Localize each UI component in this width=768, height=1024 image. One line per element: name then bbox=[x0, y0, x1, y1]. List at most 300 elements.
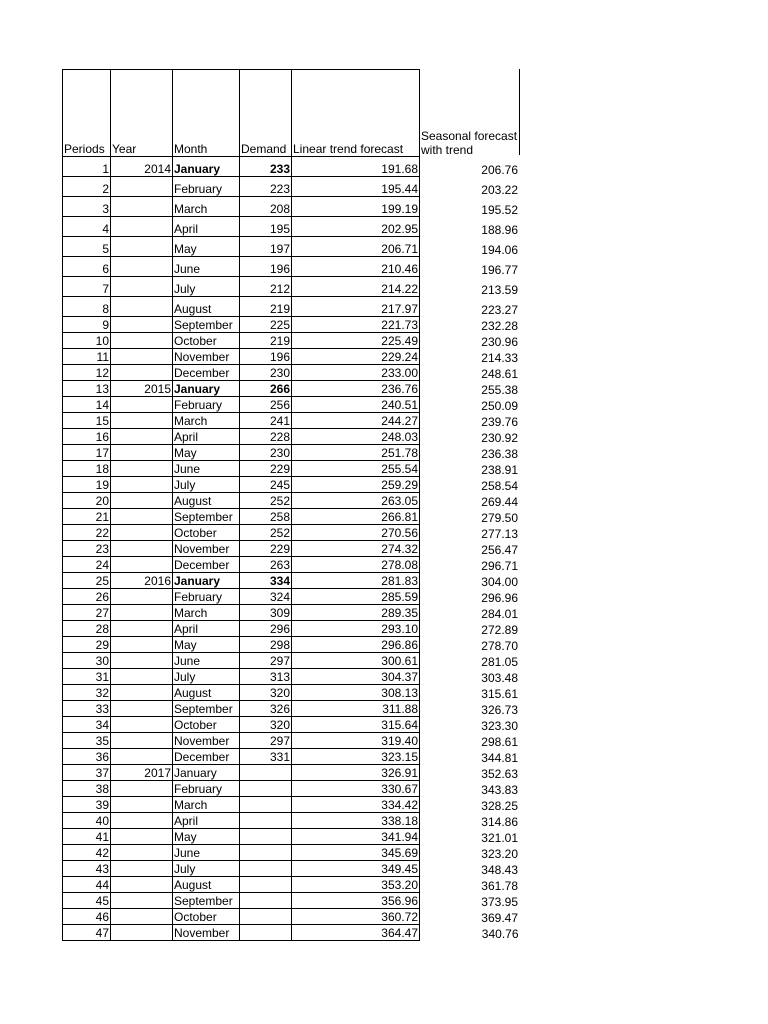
cell-period: 4 bbox=[63, 217, 111, 237]
cell-year bbox=[111, 589, 173, 605]
cell-demand bbox=[240, 813, 292, 829]
cell-period: 3 bbox=[63, 197, 111, 217]
table-row bbox=[63, 621, 520, 637]
cell-period: 35 bbox=[63, 733, 111, 749]
cell-month: September bbox=[173, 701, 240, 717]
spreadsheet bbox=[62, 69, 520, 941]
cell-seasonal-forecast: 373.95 bbox=[481, 894, 518, 909]
table-row bbox=[63, 893, 520, 909]
table-row bbox=[63, 157, 520, 177]
cell-seasonal-forecast: 213.59 bbox=[481, 282, 518, 297]
cell-period: 26 bbox=[63, 589, 111, 605]
cell-period: 24 bbox=[63, 557, 111, 573]
cell-seasonal-forecast: 255.38 bbox=[481, 382, 518, 397]
cell-year bbox=[111, 925, 173, 941]
cell-month: August bbox=[173, 297, 240, 317]
cell-linear-forecast: 311.88 bbox=[292, 701, 420, 717]
cell-demand: 309 bbox=[240, 605, 292, 621]
cell-linear-forecast: 236.76 bbox=[292, 381, 420, 397]
cell-month: August bbox=[173, 685, 240, 701]
cell-linear-forecast: 202.95 bbox=[292, 217, 420, 237]
cell-linear-forecast: 251.78 bbox=[292, 445, 420, 461]
cell-period: 10 bbox=[63, 333, 111, 349]
cell-seasonal-forecast: 236.38 bbox=[481, 446, 518, 461]
cell-month: February bbox=[173, 781, 240, 797]
cell-month: March bbox=[173, 197, 240, 217]
cell-month: June bbox=[173, 845, 240, 861]
cell-seasonal-forecast: 361.78 bbox=[481, 878, 518, 893]
cell-month: January bbox=[173, 765, 240, 781]
cell-seasonal-forecast: 340.76 bbox=[481, 926, 519, 941]
table-row bbox=[63, 297, 520, 317]
table-row bbox=[63, 413, 520, 429]
cell-month: February bbox=[173, 397, 240, 413]
cell-period: 17 bbox=[63, 445, 111, 461]
cell-demand bbox=[240, 797, 292, 813]
cell-period: 28 bbox=[63, 621, 111, 637]
cell-year bbox=[111, 893, 173, 909]
cell-seasonal-forecast: 258.54 bbox=[481, 478, 518, 493]
cell-year bbox=[111, 813, 173, 829]
cell-period: 27 bbox=[63, 605, 111, 621]
table-row bbox=[63, 909, 520, 925]
table-row bbox=[63, 317, 520, 333]
cell-period: 31 bbox=[63, 669, 111, 685]
cell-demand: 229 bbox=[240, 461, 292, 477]
cell-seasonal-forecast: 284.01 bbox=[481, 606, 518, 621]
cell-month: March bbox=[173, 797, 240, 813]
table-row bbox=[63, 669, 520, 685]
cell-demand: 313 bbox=[240, 669, 292, 685]
cell-month: February bbox=[173, 177, 240, 197]
cell-month: April bbox=[173, 429, 240, 445]
cell-month: June bbox=[173, 257, 240, 277]
cell-year bbox=[111, 781, 173, 797]
cell-demand bbox=[240, 829, 292, 845]
cell-demand: 230 bbox=[240, 445, 292, 461]
cell-year bbox=[111, 461, 173, 477]
table-row bbox=[63, 637, 520, 653]
header-row bbox=[63, 70, 520, 157]
header-demand: Demand bbox=[240, 70, 292, 157]
cell-linear-forecast: 278.08 bbox=[292, 557, 420, 573]
cell-year bbox=[111, 637, 173, 653]
cell-demand: 326 bbox=[240, 701, 292, 717]
cell-demand: 258 bbox=[240, 509, 292, 525]
cell-year bbox=[111, 557, 173, 573]
table-row bbox=[63, 197, 520, 217]
cell-period: 18 bbox=[63, 461, 111, 477]
cell-month: November bbox=[173, 349, 240, 365]
cell-year bbox=[111, 349, 173, 365]
cell-demand: 331 bbox=[240, 749, 292, 765]
cell-linear-forecast: 214.22 bbox=[292, 277, 420, 297]
cell-seasonal-forecast: 206.76 bbox=[481, 162, 518, 177]
cell-year bbox=[111, 217, 173, 237]
cell-month: April bbox=[173, 813, 240, 829]
table-body bbox=[63, 157, 520, 941]
cell-year bbox=[111, 653, 173, 669]
cell-month: January bbox=[173, 381, 240, 397]
cell-year bbox=[111, 445, 173, 461]
cell-month: June bbox=[173, 461, 240, 477]
cell-month: May bbox=[173, 829, 240, 845]
cell-period: 21 bbox=[63, 509, 111, 525]
cell-period: 46 bbox=[63, 909, 111, 925]
cell-linear-forecast: 315.64 bbox=[292, 717, 420, 733]
cell-year bbox=[111, 177, 173, 197]
cell-period: 38 bbox=[63, 781, 111, 797]
cell-seasonal-forecast: 281.05 bbox=[481, 654, 518, 669]
cell-period: 39 bbox=[63, 797, 111, 813]
cell-linear-forecast: 330.67 bbox=[292, 781, 420, 797]
table-row bbox=[63, 685, 520, 701]
cell-year bbox=[111, 333, 173, 349]
cell-demand: 263 bbox=[240, 557, 292, 573]
cell-demand: 196 bbox=[240, 257, 292, 277]
cell-month: October bbox=[173, 909, 240, 925]
cell-linear-forecast: 308.13 bbox=[292, 685, 420, 701]
cell-linear-forecast: 210.46 bbox=[292, 257, 420, 277]
cell-seasonal-forecast: 188.96 bbox=[481, 222, 518, 237]
cell-period: 32 bbox=[63, 685, 111, 701]
cell-year bbox=[111, 797, 173, 813]
cell-period: 12 bbox=[63, 365, 111, 381]
cell-demand: 219 bbox=[240, 333, 292, 349]
cell-linear-forecast: 225.49 bbox=[292, 333, 420, 349]
cell-linear-forecast: 221.73 bbox=[292, 317, 420, 333]
table-row bbox=[63, 701, 520, 717]
cell-demand: 212 bbox=[240, 277, 292, 297]
cell-demand: 320 bbox=[240, 717, 292, 733]
cell-period: 25 bbox=[63, 573, 111, 589]
cell-linear-forecast: 356.96 bbox=[292, 893, 420, 909]
cell-month: November bbox=[173, 541, 240, 557]
cell-month: September bbox=[173, 509, 240, 525]
cell-period: 34 bbox=[63, 717, 111, 733]
cell-period: 19 bbox=[63, 477, 111, 493]
cell-year bbox=[111, 733, 173, 749]
header-linear-trend-forecast: Linear trend forecast bbox=[292, 70, 420, 157]
table-row bbox=[63, 381, 520, 397]
cell-linear-forecast: 274.32 bbox=[292, 541, 420, 557]
cell-month: September bbox=[173, 317, 240, 333]
cell-demand: 229 bbox=[240, 541, 292, 557]
cell-linear-forecast: 334.42 bbox=[292, 797, 420, 813]
cell-linear-forecast: 296.86 bbox=[292, 637, 420, 653]
header-seasonal-forecast: Seasonal forecast with trend bbox=[421, 128, 518, 157]
cell-linear-forecast: 304.37 bbox=[292, 669, 420, 685]
table-row bbox=[63, 365, 520, 381]
table-row bbox=[63, 653, 520, 669]
cell-year bbox=[111, 845, 173, 861]
cell-year bbox=[111, 197, 173, 217]
forecast-table bbox=[62, 69, 520, 941]
cell-seasonal-forecast: 323.30 bbox=[481, 718, 518, 733]
cell-year bbox=[111, 257, 173, 277]
cell-demand: 197 bbox=[240, 237, 292, 257]
table-row bbox=[63, 925, 520, 941]
cell-year: 2014 bbox=[111, 157, 173, 177]
cell-month: January bbox=[173, 573, 240, 589]
cell-period: 11 bbox=[63, 349, 111, 365]
cell-month: September bbox=[173, 893, 240, 909]
cell-year bbox=[111, 297, 173, 317]
cell-demand: 324 bbox=[240, 589, 292, 605]
cell-period: 7 bbox=[63, 277, 111, 297]
cell-period: 1 bbox=[63, 157, 111, 177]
header-periods: Periods bbox=[63, 70, 111, 157]
table-row bbox=[63, 781, 520, 797]
cell-year bbox=[111, 317, 173, 333]
cell-month: July bbox=[173, 861, 240, 877]
cell-linear-forecast: 244.27 bbox=[292, 413, 420, 429]
cell-period: 2 bbox=[63, 177, 111, 197]
cell-period: 43 bbox=[63, 861, 111, 877]
cell-year bbox=[111, 909, 173, 925]
cell-period: 13 bbox=[63, 381, 111, 397]
cell-seasonal-forecast: 296.96 bbox=[481, 590, 518, 605]
table-row bbox=[63, 813, 520, 829]
table-row bbox=[63, 493, 520, 509]
cell-seasonal-forecast: 269.44 bbox=[481, 494, 518, 509]
cell-linear-forecast: 289.35 bbox=[292, 605, 420, 621]
cell-seasonal-forecast: 323.20 bbox=[481, 846, 518, 861]
cell-year bbox=[111, 701, 173, 717]
cell-demand: 252 bbox=[240, 525, 292, 541]
cell-demand: 230 bbox=[240, 365, 292, 381]
cell-demand: 297 bbox=[240, 653, 292, 669]
cell-seasonal-forecast: 250.09 bbox=[481, 398, 518, 413]
cell-period: 16 bbox=[63, 429, 111, 445]
cell-linear-forecast: 326.91 bbox=[292, 765, 420, 781]
cell-demand bbox=[240, 909, 292, 925]
cell-demand: 245 bbox=[240, 477, 292, 493]
cell-year bbox=[111, 605, 173, 621]
table-row bbox=[63, 397, 520, 413]
cell-month: March bbox=[173, 605, 240, 621]
cell-month: October bbox=[173, 525, 240, 541]
table-row bbox=[63, 829, 520, 845]
cell-period: 30 bbox=[63, 653, 111, 669]
table-row bbox=[63, 717, 520, 733]
cell-year bbox=[111, 541, 173, 557]
table-row bbox=[63, 445, 520, 461]
cell-demand: 196 bbox=[240, 349, 292, 365]
cell-year: 2017 bbox=[111, 765, 173, 781]
cell-demand: 296 bbox=[240, 621, 292, 637]
cell-month: June bbox=[173, 653, 240, 669]
table-row bbox=[63, 349, 520, 365]
cell-year bbox=[111, 829, 173, 845]
cell-seasonal-forecast: 256.47 bbox=[481, 542, 518, 557]
table-row bbox=[63, 525, 520, 541]
cell-linear-forecast: 281.83 bbox=[292, 573, 420, 589]
cell-demand: 219 bbox=[240, 297, 292, 317]
cell-demand bbox=[240, 861, 292, 877]
cell-month: November bbox=[173, 733, 240, 749]
cell-month: October bbox=[173, 717, 240, 733]
cell-period: 6 bbox=[63, 257, 111, 277]
table-row bbox=[63, 861, 520, 877]
cell-month: December bbox=[173, 749, 240, 765]
cell-linear-forecast: 349.45 bbox=[292, 861, 420, 877]
cell-seasonal-forecast: 277.13 bbox=[481, 526, 518, 541]
cell-year bbox=[111, 413, 173, 429]
cell-month: April bbox=[173, 621, 240, 637]
cell-linear-forecast: 229.24 bbox=[292, 349, 420, 365]
cell-year: 2016 bbox=[111, 573, 173, 589]
header-month: Month bbox=[173, 70, 240, 157]
table-row bbox=[63, 589, 520, 605]
cell-linear-forecast: 319.40 bbox=[292, 733, 420, 749]
cell-demand: 297 bbox=[240, 733, 292, 749]
cell-year bbox=[111, 277, 173, 297]
cell-seasonal-forecast: 272.89 bbox=[481, 622, 518, 637]
cell-seasonal-forecast: 230.92 bbox=[481, 430, 518, 445]
cell-year bbox=[111, 493, 173, 509]
cell-month: February bbox=[173, 589, 240, 605]
table-row bbox=[63, 461, 520, 477]
cell-seasonal-forecast: 352.63 bbox=[481, 766, 518, 781]
table-row bbox=[63, 237, 520, 257]
cell-seasonal-forecast: 230.96 bbox=[481, 334, 518, 349]
cell-demand: 334 bbox=[240, 573, 292, 589]
cell-period: 37 bbox=[63, 765, 111, 781]
cell-month: August bbox=[173, 877, 240, 893]
table-row bbox=[63, 509, 520, 525]
cell-linear-forecast: 240.51 bbox=[292, 397, 420, 413]
cell-linear-forecast: 338.18 bbox=[292, 813, 420, 829]
cell-seasonal-forecast: 348.43 bbox=[481, 862, 518, 877]
cell-demand: 225 bbox=[240, 317, 292, 333]
cell-year bbox=[111, 861, 173, 877]
cell-period: 5 bbox=[63, 237, 111, 257]
cell-seasonal-forecast: 194.06 bbox=[481, 242, 518, 257]
cell-month: December bbox=[173, 557, 240, 573]
cell-seasonal-forecast: 248.61 bbox=[481, 366, 518, 381]
table-row bbox=[63, 733, 520, 749]
cell-demand: 241 bbox=[240, 413, 292, 429]
table-row bbox=[63, 573, 520, 589]
cell-seasonal-forecast: 314.86 bbox=[481, 814, 518, 829]
cell-year bbox=[111, 237, 173, 257]
cell-linear-forecast: 293.10 bbox=[292, 621, 420, 637]
cell-period: 15 bbox=[63, 413, 111, 429]
cell-seasonal-forecast: 223.27 bbox=[481, 302, 518, 317]
cell-seasonal-forecast: 279.50 bbox=[481, 510, 518, 525]
cell-linear-forecast: 266.81 bbox=[292, 509, 420, 525]
table-row bbox=[63, 765, 520, 781]
cell-demand: 298 bbox=[240, 637, 292, 653]
cell-seasonal-forecast: 196.77 bbox=[481, 262, 518, 277]
cell-month: August bbox=[173, 493, 240, 509]
cell-seasonal-forecast: 296.71 bbox=[481, 558, 518, 573]
cell-seasonal-forecast: 239.76 bbox=[481, 414, 518, 429]
cell-demand: 252 bbox=[240, 493, 292, 509]
cell-demand: 256 bbox=[240, 397, 292, 413]
cell-period: 8 bbox=[63, 297, 111, 317]
cell-year bbox=[111, 877, 173, 893]
cell-linear-forecast: 285.59 bbox=[292, 589, 420, 605]
cell-month: November bbox=[173, 925, 240, 941]
cell-seasonal-forecast: 232.28 bbox=[481, 318, 518, 333]
cell-month: April bbox=[173, 217, 240, 237]
table-row bbox=[63, 217, 520, 237]
cell-month: May bbox=[173, 637, 240, 653]
cell-linear-forecast: 195.44 bbox=[292, 177, 420, 197]
cell-demand: 266 bbox=[240, 381, 292, 397]
table-row bbox=[63, 557, 520, 573]
cell-demand: 195 bbox=[240, 217, 292, 237]
cell-month: December bbox=[173, 365, 240, 381]
cell-demand: 223 bbox=[240, 177, 292, 197]
cell-demand: 208 bbox=[240, 197, 292, 217]
cell-linear-forecast: 206.71 bbox=[292, 237, 420, 257]
cell-year bbox=[111, 685, 173, 701]
cell-demand bbox=[240, 877, 292, 893]
cell-seasonal-forecast: 328.25 bbox=[481, 798, 518, 813]
cell-linear-forecast: 353.20 bbox=[292, 877, 420, 893]
header-year: Year bbox=[111, 70, 173, 157]
cell-year bbox=[111, 621, 173, 637]
cell-seasonal-forecast: 278.70 bbox=[481, 638, 518, 653]
cell-linear-forecast: 300.61 bbox=[292, 653, 420, 669]
cell-linear-forecast: 217.97 bbox=[292, 297, 420, 317]
cell-seasonal-forecast: 344.81 bbox=[481, 750, 518, 765]
table-row bbox=[63, 605, 520, 621]
cell-month: July bbox=[173, 669, 240, 685]
cell-seasonal-forecast: 203.22 bbox=[481, 182, 518, 197]
cell-demand bbox=[240, 781, 292, 797]
cell-period: 14 bbox=[63, 397, 111, 413]
cell-year bbox=[111, 749, 173, 765]
cell-demand: 233 bbox=[240, 157, 292, 177]
cell-linear-forecast: 323.15 bbox=[292, 749, 420, 765]
cell-seasonal-forecast: 321.01 bbox=[481, 830, 518, 845]
cell-seasonal-forecast: 343.83 bbox=[481, 782, 518, 797]
table-row bbox=[63, 749, 520, 765]
cell-month: January bbox=[173, 157, 240, 177]
table-row bbox=[63, 277, 520, 297]
table-row bbox=[63, 177, 520, 197]
cell-period: 42 bbox=[63, 845, 111, 861]
table-row bbox=[63, 477, 520, 493]
cell-month: May bbox=[173, 445, 240, 461]
cell-month: October bbox=[173, 333, 240, 349]
cell-period: 23 bbox=[63, 541, 111, 557]
cell-linear-forecast: 341.94 bbox=[292, 829, 420, 845]
table-row bbox=[63, 429, 520, 445]
cell-seasonal-forecast: 315.61 bbox=[481, 686, 518, 701]
cell-linear-forecast: 199.19 bbox=[292, 197, 420, 217]
cell-period: 29 bbox=[63, 637, 111, 653]
cell-demand bbox=[240, 765, 292, 781]
cell-linear-forecast: 255.54 bbox=[292, 461, 420, 477]
cell-year: 2015 bbox=[111, 381, 173, 397]
cell-period: 36 bbox=[63, 749, 111, 765]
cell-period: 40 bbox=[63, 813, 111, 829]
table-row bbox=[63, 797, 520, 813]
cell-demand bbox=[240, 845, 292, 861]
cell-year bbox=[111, 429, 173, 445]
cell-year bbox=[111, 397, 173, 413]
cell-linear-forecast: 360.72 bbox=[292, 909, 420, 925]
cell-year bbox=[111, 669, 173, 685]
cell-period: 22 bbox=[63, 525, 111, 541]
cell-year bbox=[111, 365, 173, 381]
table-row bbox=[63, 845, 520, 861]
